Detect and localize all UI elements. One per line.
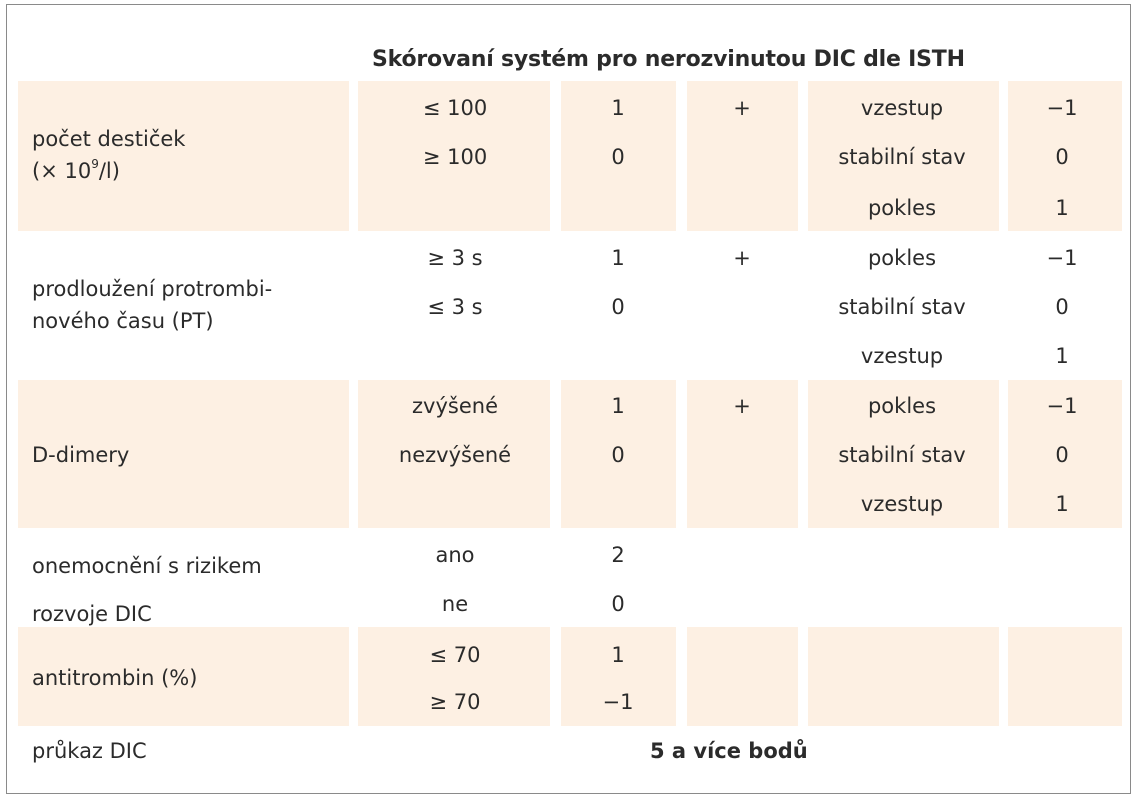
row-4-points-1: 2	[611, 543, 625, 567]
row-1-label-exponent: 9	[91, 157, 99, 171]
row-2-trend-points-2: 0	[1055, 295, 1069, 319]
row-3-trend-points-1: −1	[1046, 394, 1078, 418]
row-3-criterion-1: zvýšené	[412, 394, 498, 418]
row-1-label-line-2a: (× 10	[32, 159, 92, 183]
row-5-points-1: 1	[611, 643, 625, 667]
row-2-trend-2: stabilní stav	[838, 295, 966, 319]
footer-label: průkaz DIC	[32, 739, 147, 763]
row-1-trend-points-3: 1	[1055, 196, 1069, 220]
row-2-label	[32, 273, 272, 337]
row-5-trend-points-cell	[1008, 627, 1122, 726]
row-3-plus: +	[733, 394, 751, 418]
row-3-trend-2: stabilní stav	[838, 443, 966, 467]
row-5-trend-cell	[808, 627, 999, 726]
row-4-points-2: 0	[611, 592, 625, 616]
footer-value: 5 a více bodů	[650, 739, 808, 763]
row-1-trend-points-1: −1	[1046, 96, 1078, 120]
row-1-label	[32, 123, 185, 187]
row-1-trend-2: stabilní stav	[838, 145, 966, 169]
row-5-criterion-2: ≥ 70	[429, 690, 481, 714]
row-1-points-1: 1	[611, 96, 625, 120]
row-1-label-line-1: počet destiček	[32, 127, 186, 151]
row-1-criterion-1: ≤ 100	[422, 96, 488, 120]
row-2-trend-points-3: 1	[1055, 344, 1069, 368]
row-4-criterion-2: ne	[441, 592, 469, 616]
row-5-label	[32, 662, 197, 694]
row-2-points-1: 1	[611, 246, 625, 270]
row-4-label-line-1: onemocnění s rizikem	[32, 554, 262, 578]
row-2-points-2: 0	[611, 295, 625, 319]
row-2-criterion-1: ≥ 3 s	[427, 246, 483, 270]
row-2-trend-1: pokles	[867, 246, 937, 270]
row-3-trend-1: pokles	[867, 394, 937, 418]
row-4-label-line-2: rozvoje DIC	[32, 602, 152, 626]
row-5-criterion-1: ≤ 70	[429, 643, 481, 667]
row-4-criterion-1: ano	[435, 543, 475, 567]
table-title	[10, 45, 1130, 75]
row-1-trend-1: vzestup	[860, 96, 944, 120]
row-1-trend-3: pokles	[867, 196, 937, 220]
row-1-label-line-2b: /l)	[98, 159, 120, 183]
row-5-points-2: −1	[602, 690, 634, 714]
table-title-text: Skórovaní systém pro nerozvinutou DIC dle ISTH	[372, 47, 965, 72]
row-3-trend-points-3: 1	[1055, 492, 1069, 516]
row-1-trend-points-2: 0	[1055, 145, 1069, 169]
row-5-plus-cell	[687, 627, 798, 726]
row-3-trend-points-2: 0	[1055, 443, 1069, 467]
row-3-label	[32, 439, 129, 471]
row-1-points-2: 0	[611, 145, 625, 169]
row-3-criterion-2: nezvýšené	[398, 443, 512, 467]
row-2-trend-3: vzestup	[860, 344, 944, 368]
row-5-label-line-1: antitrombin (%)	[32, 666, 198, 690]
row-2-criterion-2: ≤ 3 s	[427, 295, 483, 319]
row-2-plus: +	[733, 246, 751, 270]
row-2-label-line-1: prodloužení protrombi-	[32, 277, 273, 301]
row-1-criterion-2: ≥ 100	[422, 145, 488, 169]
row-2-label-line-2: nového času (PT)	[32, 309, 214, 333]
row-1-plus: +	[733, 96, 751, 120]
row-4-label	[32, 542, 262, 638]
row-3-points-2: 0	[611, 443, 625, 467]
row-2-trend-points-1: −1	[1046, 246, 1078, 270]
row-3-trend-3: vzestup	[860, 492, 944, 516]
row-3-label-line-1: D-dimery	[32, 443, 130, 467]
row-3-points-1: 1	[611, 394, 625, 418]
